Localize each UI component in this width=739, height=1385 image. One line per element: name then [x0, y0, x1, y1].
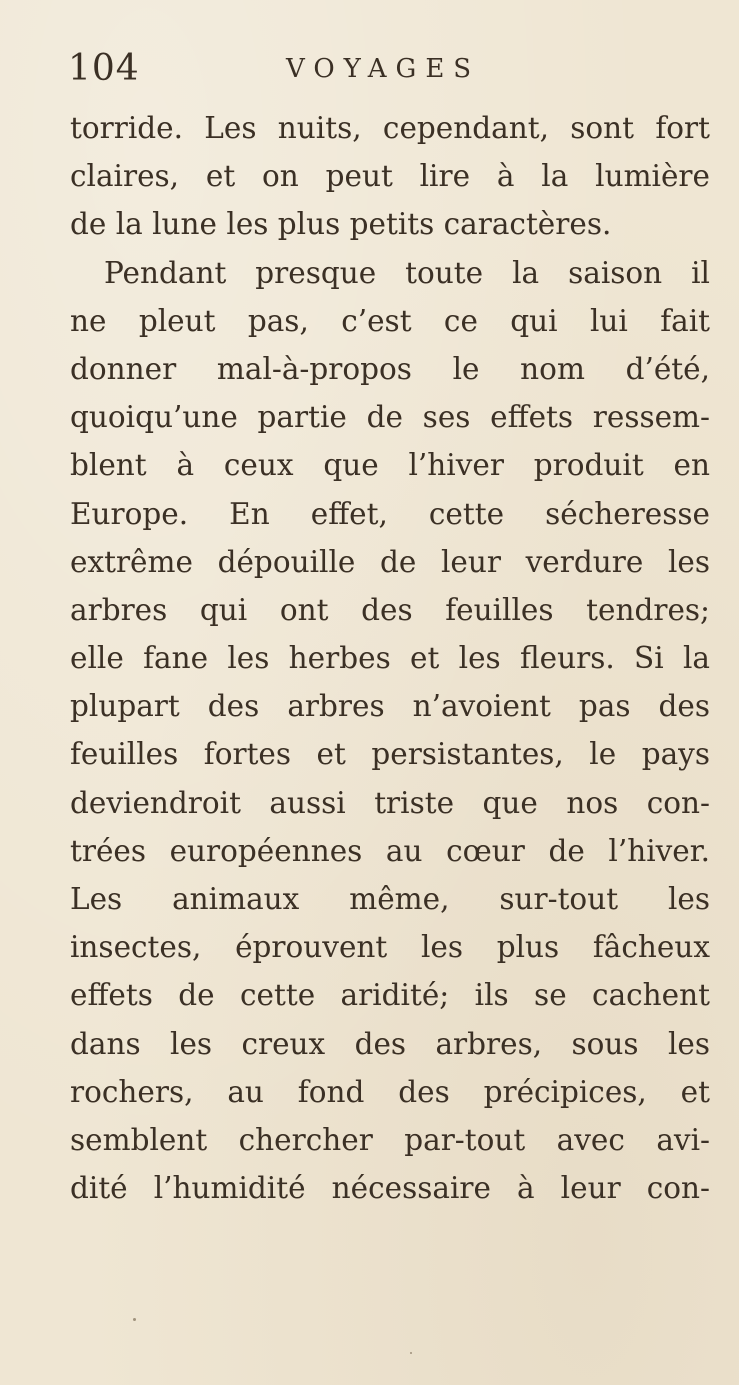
text-line: arbres qui ont des feuilles tendres; [70, 592, 710, 627]
text-line: effets de cette aridité; ils se cachent [70, 978, 710, 1013]
text-line: blent à ceux que l’hiver produit en [70, 448, 710, 483]
running-title: VOYAGES [286, 54, 481, 84]
body-text [70, 104, 710, 1212]
text-line: Les animaux même, sur-tout les [70, 882, 710, 916]
text-line: semblent chercher par-tout avec avi- [70, 1122, 710, 1157]
text-line: dité l’humidité nécessaire à leur con- [70, 1171, 710, 1206]
text-line: deviendroit aussi triste que nos con- [70, 785, 710, 820]
text-line: extrême dépouille de leur verdure les [70, 544, 710, 579]
text-line: donner mal-à-propos le nom d’été, [70, 351, 710, 386]
page-number: 104 [68, 48, 140, 89]
text-line: torride. Les nuits, cependant, sont fort [70, 111, 710, 145]
text-line: de la lune les plus petits caractères. [70, 207, 612, 242]
text-line: plupart des arbres n’avoient pas des [70, 689, 710, 724]
text-line: claires, et on peut lire à la lumière [70, 159, 710, 194]
paper-speck [410, 1352, 412, 1354]
text-line: feuilles fortes et persistantes, le pays [70, 737, 710, 772]
text-line: trées européennes au cœur de l’hiver. [70, 833, 710, 868]
text-line: ne pleut pas, c’est ce qui lui fait [70, 303, 710, 338]
text-line: dans les creux des arbres, sous les [70, 1026, 710, 1061]
text-line: elle fane les herbes et les fleurs. Si la [70, 641, 710, 676]
text-line: quoiqu’une partie de ses effets ressem- [70, 400, 710, 435]
paragraph-first-line: Pendant presque toute la saison il [104, 255, 710, 290]
page-header [68, 48, 708, 88]
text-line: insectes, éprouvent les plus fâcheux [70, 930, 710, 965]
text-line: rochers, au fond des précipices, et [70, 1074, 710, 1109]
paper-speck [133, 1318, 136, 1321]
text-line: Europe. En effet, cette sécheresse [70, 496, 710, 531]
